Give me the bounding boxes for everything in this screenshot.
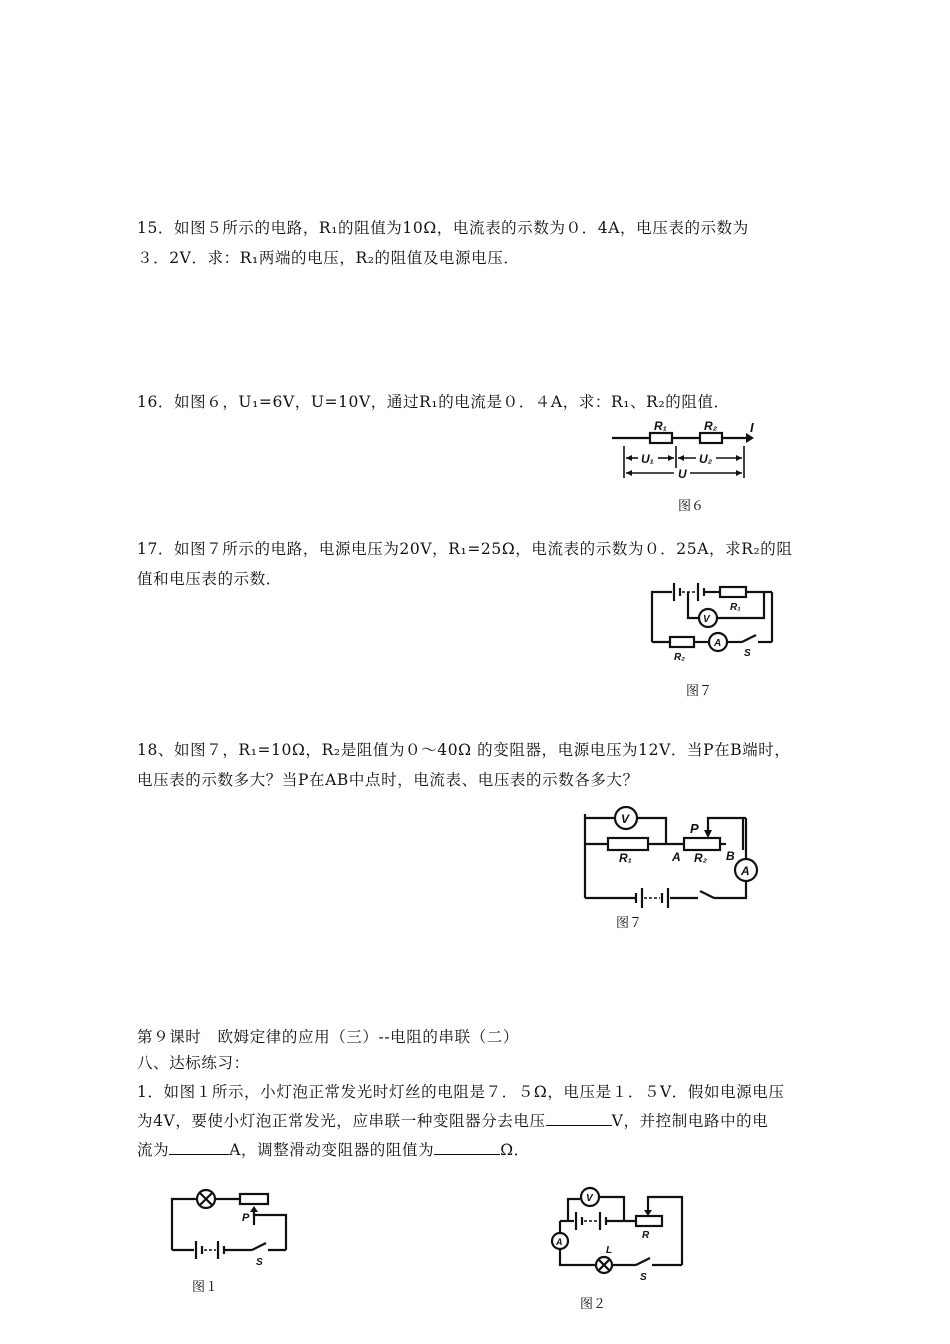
figure-1-diagram: [168, 1185, 292, 1268]
figure-2-diagram: [548, 1185, 688, 1283]
lesson-title: 第９课时 欧姆定律的应用（三）--电阻的串联（二）: [137, 1028, 519, 1046]
switch-icon: [636, 1258, 650, 1265]
figure-1-caption: 图１: [192, 1280, 219, 1295]
fig7a-label-r1: R₁: [730, 602, 741, 613]
ex1-line-2: [137, 1109, 768, 1131]
resistor-r1: [650, 433, 672, 443]
ex1-line-3-a: 流为: [137, 1141, 170, 1159]
fig2-label-r: R: [642, 1230, 650, 1241]
q15-line-1: 15．如图５所示的电路，R₁的阻值为10Ω，电流表的示数为０．4A，电压表的示数为: [137, 219, 749, 237]
fig6-label-i: I: [750, 420, 754, 435]
fig7b-label-b: B: [726, 849, 735, 863]
figure-7b-diagram: [580, 800, 770, 912]
fig1-label-p: P: [242, 1212, 250, 1224]
q18-line-1: 18、如图７，R₁=10Ω，R₂是阻值为０～40Ω 的变阻器，电源电压为12V．当P在B端时，: [137, 741, 791, 759]
rheostat-r: [636, 1216, 662, 1226]
fig7b-label-p: P: [690, 821, 699, 836]
resistor-r1: [720, 587, 746, 597]
figure-7b-caption: 图７: [616, 916, 643, 931]
ex1-line-2-b: V，并控制电路中的电: [611, 1112, 769, 1130]
ex1-line-3-b: A，调整滑动变阻器的阻值为: [229, 1141, 435, 1159]
fig7b-label-a-point: A: [672, 850, 681, 864]
rheostat-r2: [684, 838, 720, 850]
fig2-label-s: S: [640, 1272, 647, 1283]
fig6-label-u2: U₂: [699, 452, 713, 466]
q16-line-1: 16．如图６，U₁=6V，U=10V，通过R₁的电流是０．４A，求：R₁、R₂的阻值．: [137, 393, 730, 411]
figure-7a-diagram: [648, 580, 778, 662]
rheostat: [240, 1194, 268, 1204]
answer-blank-current[interactable]: [169, 1140, 229, 1155]
answer-blank-resistance[interactable]: [434, 1140, 500, 1155]
ex1-line-3: [137, 1138, 530, 1160]
switch-icon: [700, 891, 714, 898]
switch-icon: [252, 1243, 266, 1250]
slider-arrow-icon: [250, 1206, 258, 1212]
fig2-label-v: V: [586, 1193, 593, 1204]
fig6-label-u1: U₁: [641, 452, 654, 466]
fig7a-label-a: A: [714, 638, 722, 649]
resistor-r2: [700, 433, 722, 443]
ex1-line-3-c: Ω．: [500, 1141, 530, 1159]
slider-arrow-icon: [704, 830, 712, 838]
section-title: 八、达标练习：: [137, 1054, 250, 1072]
fig6-label-u: U: [678, 467, 687, 481]
fig7b-label-r1: R₁: [619, 851, 632, 865]
switch-icon: [742, 635, 756, 642]
figure-6-caption: 图６: [678, 499, 705, 514]
fig2-label-a: A: [556, 1237, 563, 1247]
figure-7a-caption: 图７: [686, 684, 713, 699]
fig7a-label-v: V: [703, 614, 710, 625]
fig7b-label-v: V: [621, 812, 630, 826]
fig6-label-r1: R₁: [654, 419, 667, 433]
figure-6-diagram: [608, 418, 768, 488]
ex1-line-1: 1．如图１所示，小灯泡正常发光时灯丝的电阻是７．５Ω，电压是１．５V．假如电源电压: [137, 1083, 785, 1101]
fig6-label-r2: R₂: [704, 419, 718, 433]
q17-line-1: 17．如图７所示的电路，电源电压为20V，R₁=25Ω，电流表的示数为０．25A，求R₂的阻: [137, 540, 793, 558]
fig7b-label-a-meter: A: [741, 864, 750, 878]
fig7b-label-r2: R₂: [694, 851, 708, 865]
resistor-r1: [608, 838, 648, 850]
fig7a-label-s: S: [744, 648, 751, 659]
fig2-label-l: L: [606, 1245, 613, 1256]
answer-blank-voltage[interactable]: [546, 1111, 612, 1126]
q18-line-2: 电压表的示数多大？当P在AB中点时，电流表、电压表的示数各多大？: [137, 771, 639, 789]
fig1-label-s: S: [256, 1257, 263, 1268]
ex1-line-2-a: 为4V，要使小灯泡正常发光，应串联一种变阻器分去电压: [137, 1112, 546, 1130]
figure-2-caption: 图２: [580, 1297, 607, 1312]
resistor-r2: [670, 637, 694, 647]
q17-line-2: 值和电压表的示数．: [137, 570, 282, 588]
fig7a-label-r2: R₂: [674, 652, 686, 663]
q15-line-2: ３．2V．求：R₁两端的电压，R₂的阻值及电源电压．: [137, 249, 520, 267]
